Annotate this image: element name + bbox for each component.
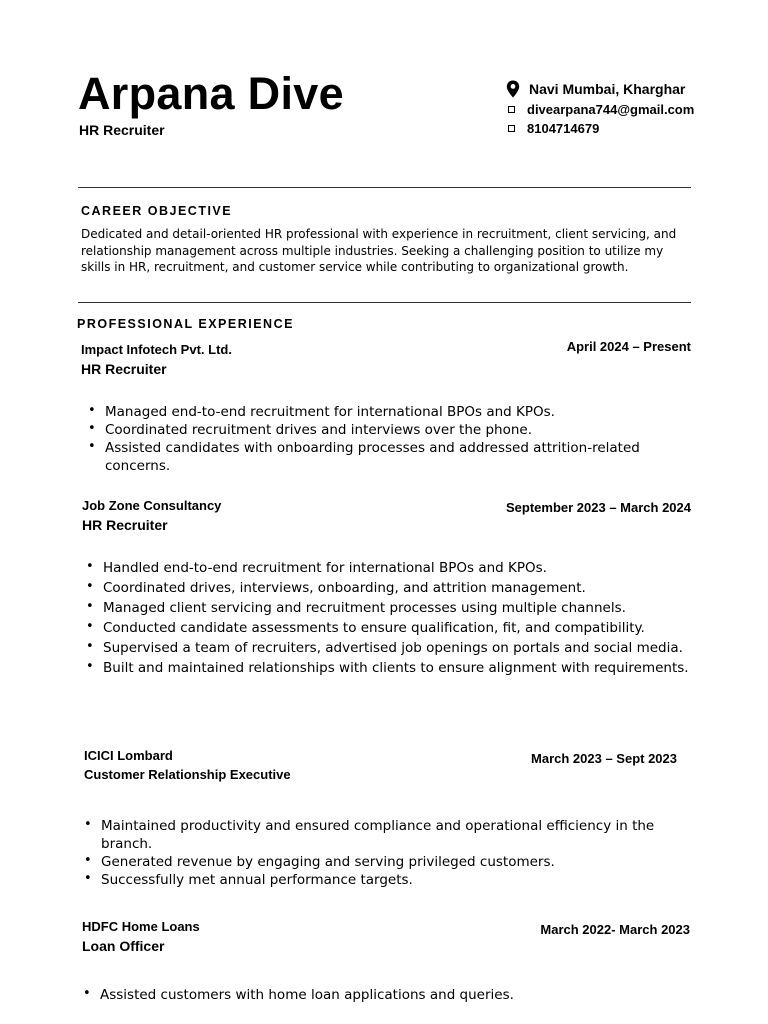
job-company: Job Zone Consultancy bbox=[82, 498, 222, 513]
job-role: Customer Relationship Executive bbox=[84, 767, 291, 782]
job-dates: March 2023 – Sept 2023 bbox=[531, 751, 677, 766]
job-company: HDFC Home Loans bbox=[82, 919, 200, 934]
list-item: • Handled end-to-end recruitment for international BPOs and KPOs. bbox=[82, 559, 692, 577]
phone-icon bbox=[508, 125, 515, 132]
job-dates: March 2022- March 2023 bbox=[540, 922, 690, 937]
email-text[interactable]: divearpana744@gmail.com bbox=[527, 102, 695, 117]
location-row bbox=[506, 80, 685, 98]
list-item: • Generated revenue by engaging and serving privileged customers. bbox=[80, 853, 695, 871]
objective-heading: CAREER OBJECTIVE bbox=[81, 204, 233, 218]
location-text: Navi Mumbai, Kharghar bbox=[529, 81, 686, 97]
list-item: • Managed client servicing and recruitment processes using multiple channels. bbox=[82, 599, 692, 617]
job-role: HR Recruiter bbox=[82, 517, 168, 533]
objective-divider bbox=[78, 302, 691, 303]
list-item: • Conducted candidate assessments to ensure qualification, fit, and compatibility. bbox=[82, 619, 692, 637]
location-pin-icon bbox=[506, 80, 520, 98]
list-item: • Built and maintained relationships with clients to ensure alignment with requirements. bbox=[82, 659, 692, 677]
email-row bbox=[506, 102, 694, 117]
header-divider bbox=[78, 187, 691, 188]
phone-text[interactable]: 8104714679 bbox=[527, 121, 600, 136]
job-company: ICICI Lombard bbox=[84, 748, 173, 763]
list-item: • Assisted customers with home loan applications and queries. bbox=[79, 986, 694, 1004]
candidate-name: Arpana Dive bbox=[78, 68, 344, 119]
phone-row bbox=[506, 121, 599, 136]
job-bullets bbox=[80, 817, 695, 889]
job-company: Impact Infotech Pvt. Ltd. bbox=[81, 342, 232, 357]
list-item: • Supervised a team of recruiters, advertised job openings on portals and social media. bbox=[82, 639, 692, 657]
list-item: • Successfully met annual performance targets. bbox=[80, 871, 695, 889]
candidate-title: HR Recruiter bbox=[79, 122, 165, 138]
experience-heading: PROFESSIONAL EXPERIENCE bbox=[77, 317, 294, 331]
job-dates: September 2023 – March 2024 bbox=[506, 500, 691, 515]
job-role: Loan Officer bbox=[82, 938, 165, 954]
objective-text: Dedicated and detail-oriented HR professional with experience in recruitment, client servicing, and relationship management across multiple industries. Seeking a challenging position to utilize my skills in HR, recruitment, and customer service while contributing to organizational growth. bbox=[81, 227, 677, 275]
job-bullets bbox=[82, 559, 692, 679]
list-item: • Coordinated recruitment drives and interviews over the phone. bbox=[84, 421, 684, 439]
list-item: • Coordinated drives, interviews, onboarding, and attrition management. bbox=[82, 579, 692, 597]
list-item: • Maintained productivity and ensured compliance and operational efficiency in the branch. bbox=[80, 817, 695, 853]
job-role: HR Recruiter bbox=[81, 361, 167, 377]
email-icon bbox=[508, 106, 515, 113]
list-item: • Assisted candidates with onboarding processes and addressed attrition-related concerns. bbox=[84, 439, 684, 475]
list-item: • Managed end-to-end recruitment for international BPOs and KPOs. bbox=[84, 403, 684, 421]
job-dates: April 2024 – Present bbox=[566, 339, 691, 354]
job-bullets bbox=[79, 986, 694, 1004]
job-bullets bbox=[84, 403, 684, 475]
